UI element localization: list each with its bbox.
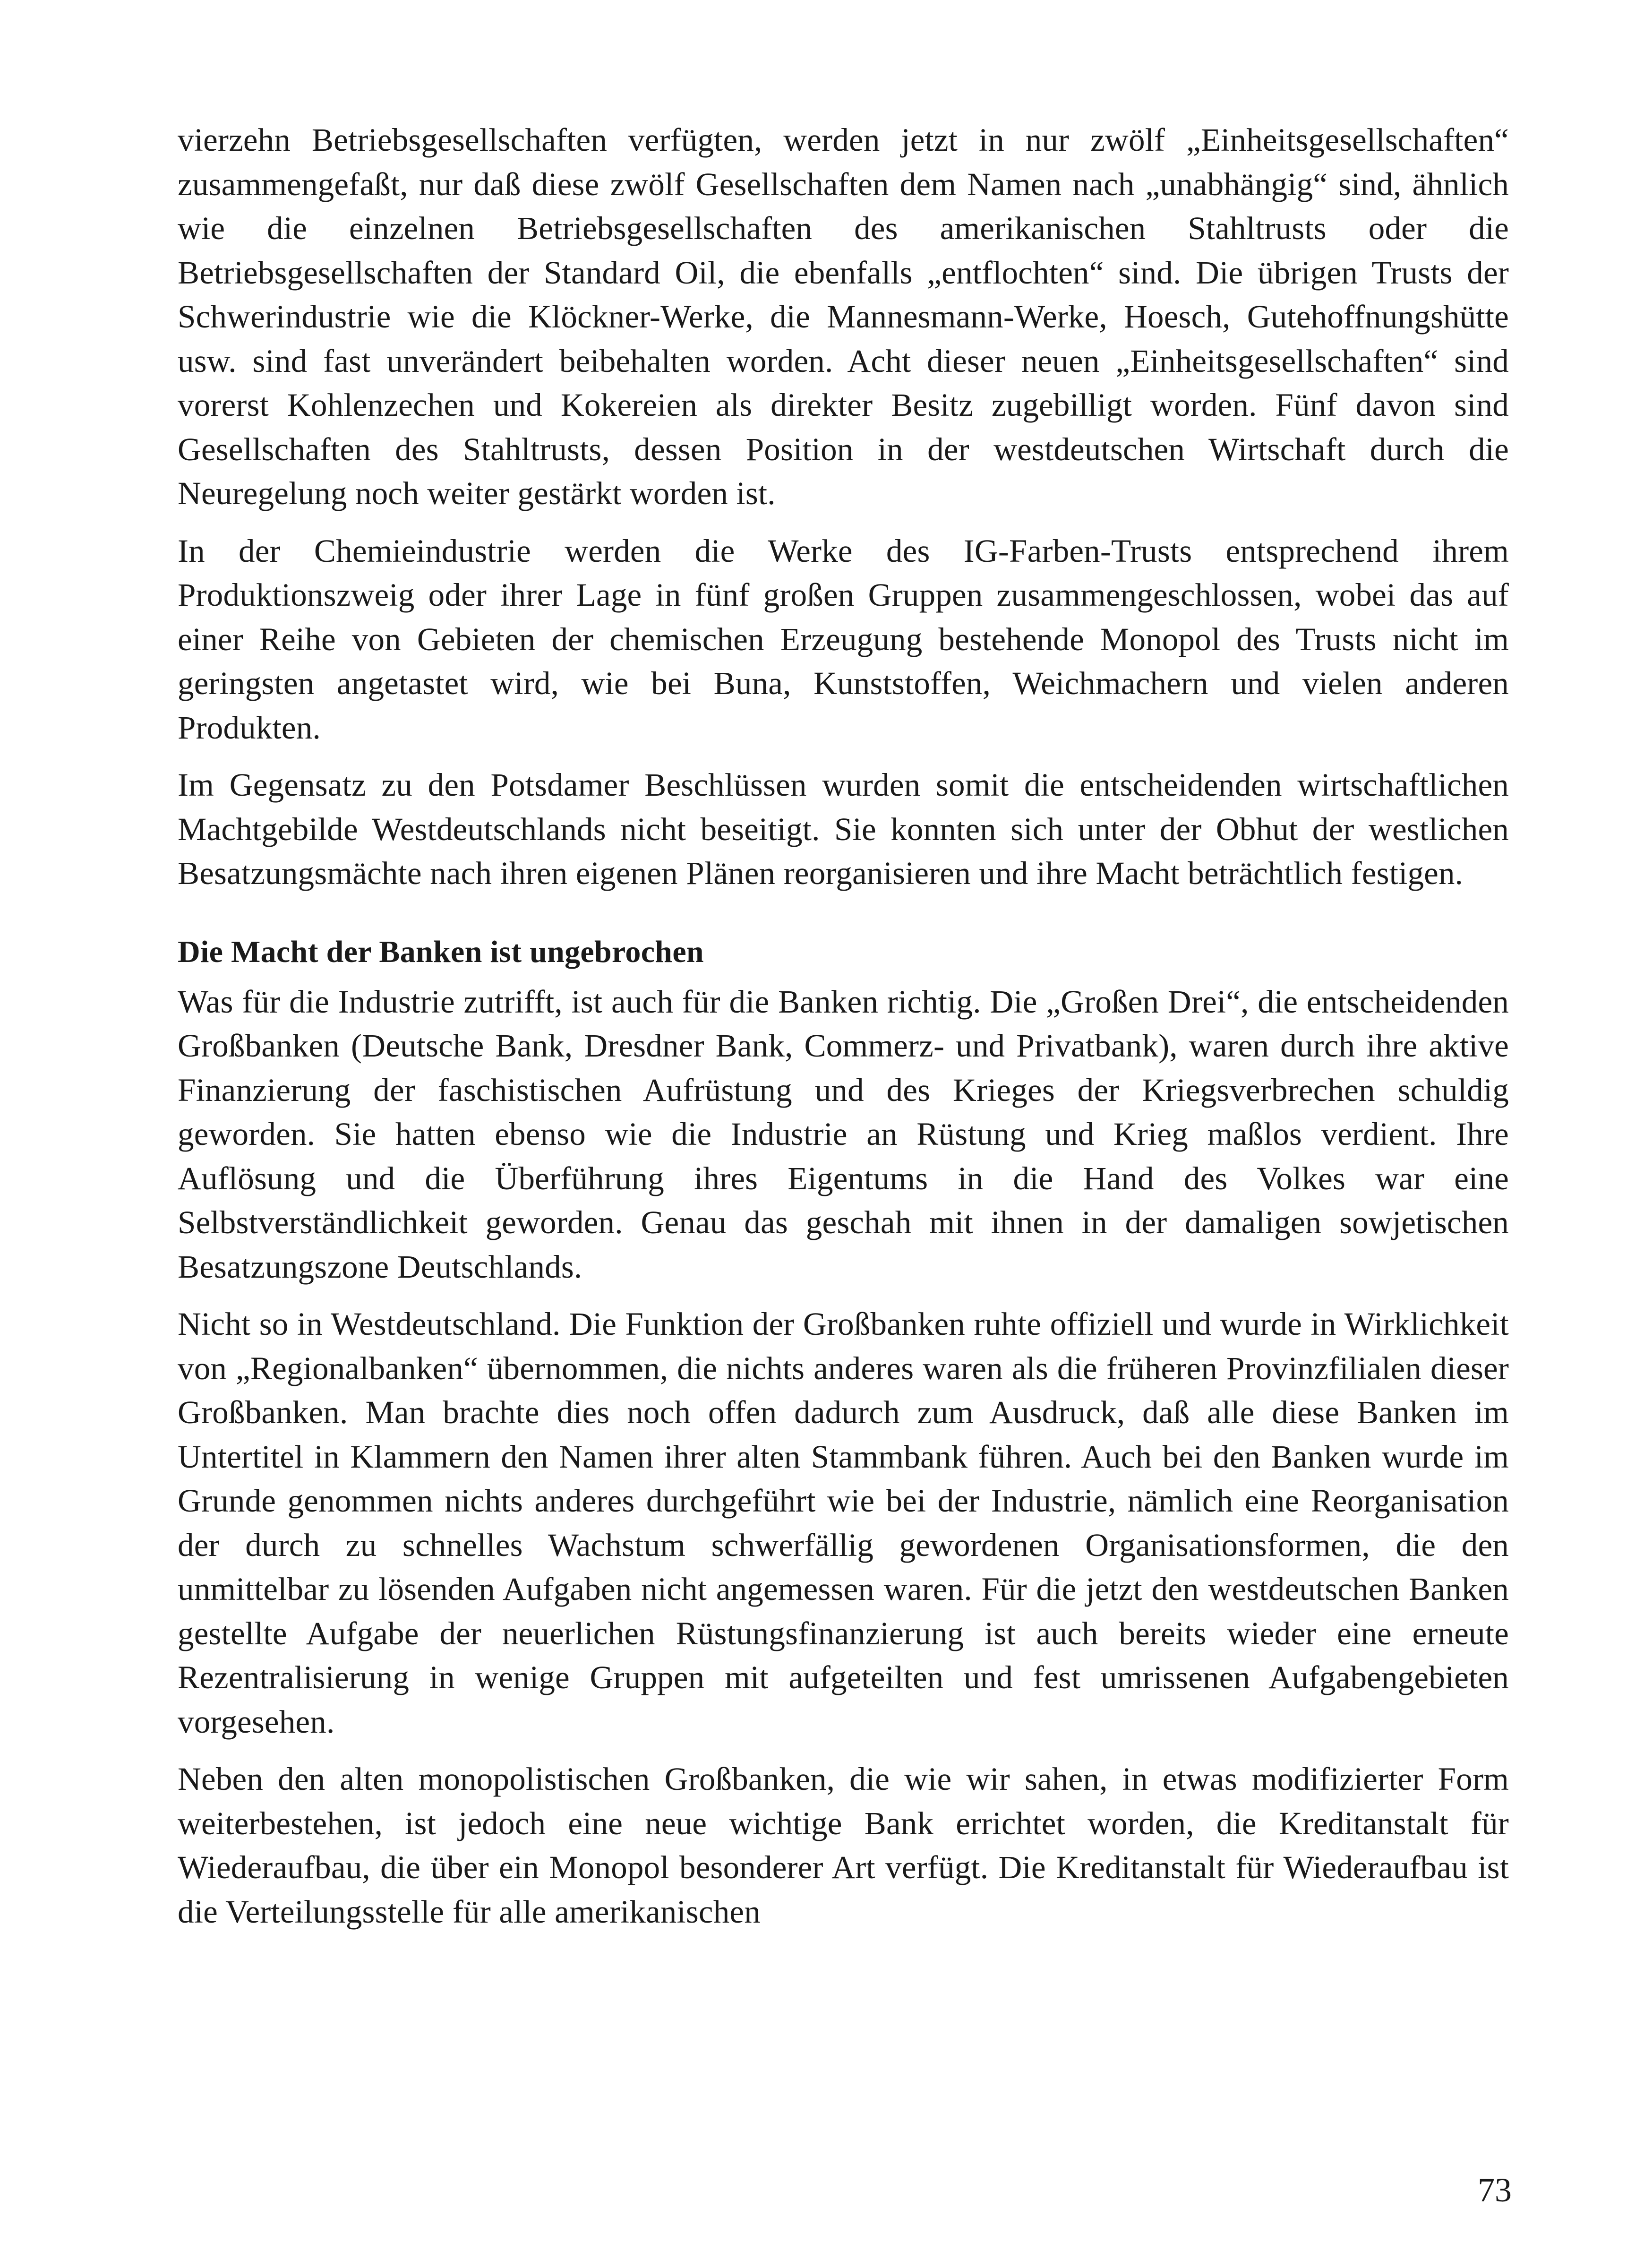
paragraph-schwerindustrie: vierzehn Betriebsgesellschaften verfügten, werden jetzt in nur zwölf „Einheitsgesellschaften“ zusammengefaßt, nur daß diese zwölf Gesellschaften dem Namen nach „unabhängig“ sind, ähnlich wie die einzelnen Betriebsgesellschaften des amerikanischen Stahltrusts oder die Betriebsgesellschaften der Standard Oil, die ebenfalls „entflochten“ sind. Die übrigen Trusts der Schwerindustrie wie die Klöckner-Werke, die Mannesmann-Werke, Hoesch, Gutehoffnungshütte usw. sind fast unverändert beibehalten worden. Acht dieser neuen „Einheitsgesellschaften“ sind vorerst Kohlenzechen und Kokereien als direkter Besitz zugebilligt worden. Fünf davon sind Gesellschaften des Stahltrusts, dessen Position in der westdeutschen Wirtschaft durch die Neuregelung noch weiter gestärkt worden ist. bbox=[178, 122, 1509, 511]
paragraph-potsdamer-beschluesse: Im Gegensatz zu den Potsdamer Beschlüssen wurden somit die entscheidenden wirtschaftlichen Machtgebilde Westdeutschlands nicht beseitigt. Sie konnten sich unter der Obhut der westlichen Besatzungsmächte nach ihren eigenen Plänen reorganisieren und ihre Macht beträchtlich festigen. bbox=[178, 767, 1509, 891]
page-body bbox=[178, 118, 1509, 1947]
paragraph-kreditanstalt: Neben den alten monopolistischen Großbanken, die wie wir sahen, in etwas modifizierter Form weiterbestehen, ist jedoch eine neue wichtige Bank errichtet worden, die Kreditanstalt für Wiederaufbau, die über ein Monopol besonderer Art verfügt. Die Kreditanstalt für Wiederaufbau ist die Verteilungsstelle für alle amerikanischen bbox=[178, 1761, 1509, 1930]
page-number: 73 bbox=[1478, 2171, 1512, 2209]
paragraph-chemieindustrie: In der Chemieindustrie werden die Werke des IG-Farben-Trusts entsprechend ihrem Produktionszweig oder ihrer Lage in fünf großen Gruppen zusammengeschlossen, wobei das auf einer Reihe von Gebieten der chemischen Erzeugung bestehende Monopol des Trusts nicht im geringsten angetastet wird, wie bei Buna, Kunststoffen, Weichmachern und vielen anderen Produkten. bbox=[178, 533, 1509, 746]
paragraph-regionalbanken: Nicht so in Westdeutschland. Die Funktion der Großbanken ruhte offiziell und wurde in Wirklichkeit von „Regionalbanken“ übernommen, die nichts anderes waren als die früheren Provinzfilialen dieser Großbanken. Man brachte dies noch offen dadurch zum Ausdruck, daß alle diese Banken im Untertitel in Klammern den Namen ihrer alten Stammbank führen. Auch bei den Banken wurde im Grunde genommen nichts anderes durchgeführt wie bei der Industrie, nämlich eine Reorganisation der durch zu schnelles Wachstum schwerfällig gewordenen Organisationsformen, die den unmittelbar zu lösenden Aufgaben nicht angemessen waren. Für die jetzt den westdeutschen Banken gestellte Aufgabe der neuerlichen Rüstungsfinanzierung ist auch bereits wieder eine erneute Rezentralisierung in wenige Gruppen mit aufgeteilten und fest umrissenen Aufgabengebieten vorgesehen. bbox=[178, 1306, 1509, 1740]
section-heading: Die Macht der Banken ist ungebrochen bbox=[178, 934, 704, 969]
paragraph-grosse-drei: Was für die Industrie zutrifft, ist auch für die Banken richtig. Die „Großen Drei“, die entscheidenden Großbanken (Deutsche Bank, Dresdner Bank, Commerz- und Privatbank), waren durch ihre aktive Finanzierung der faschistischen Aufrüstung und des Krieges der Kriegsverbrechen schuldig geworden. Sie hatten ebenso wie die Industrie an Rüstung und Krieg maßlos verdient. Ihre Auflösung und die Überführung ihres Eigentums in die Hand des Volkes war eine Selbstverständlichkeit geworden. Genau das geschah mit ihnen in der damaligen sowjetischen Besatzungszone Deutschlands. bbox=[178, 983, 1509, 1285]
